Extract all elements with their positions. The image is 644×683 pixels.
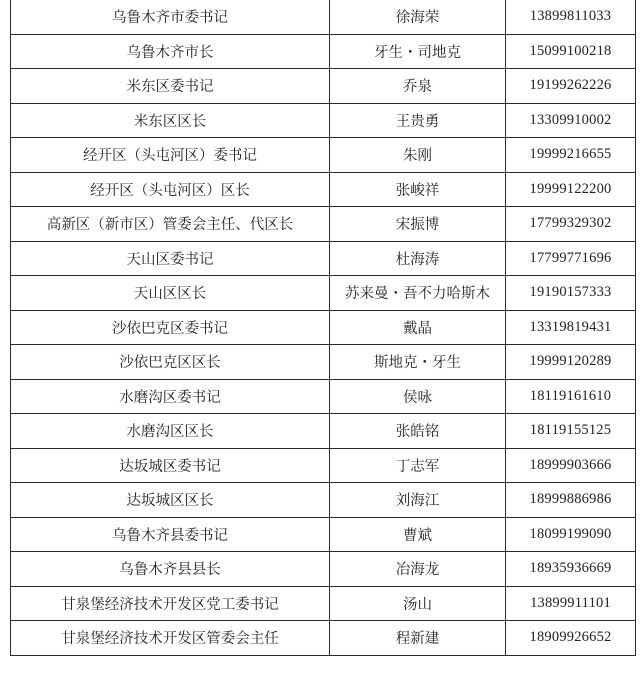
phone-cell: 18999886986 xyxy=(506,483,636,518)
phone-cell: 18119155125 xyxy=(506,414,636,449)
table-row xyxy=(11,172,636,207)
name-cell: 曹斌 xyxy=(330,517,506,552)
name-cell: 苏来曼・吾不力哈斯木 xyxy=(330,276,506,311)
position-cell: 经开区（头屯河区）区长 xyxy=(11,172,330,207)
position-cell: 经开区（头屯河区）委书记 xyxy=(11,138,330,173)
phone-cell: 18935936669 xyxy=(506,552,636,587)
name-cell: 丁志军 xyxy=(330,448,506,483)
table-row xyxy=(11,310,636,345)
phone-cell: 19199262226 xyxy=(506,69,636,104)
phone-cell: 13309910002 xyxy=(506,103,636,138)
table-row xyxy=(11,34,636,69)
name-cell: 牙生・司地克 xyxy=(330,34,506,69)
table-row xyxy=(11,483,636,518)
phone-cell: 19999122200 xyxy=(506,172,636,207)
position-cell: 天山区区长 xyxy=(11,276,330,311)
table-row xyxy=(11,207,636,242)
position-cell: 水磨沟区委书记 xyxy=(11,379,330,414)
position-cell: 沙依巴克区区长 xyxy=(11,345,330,380)
table-row xyxy=(11,448,636,483)
position-cell: 乌鲁木齐市长 xyxy=(11,34,330,69)
name-cell: 张峻祥 xyxy=(330,172,506,207)
position-cell: 达坂城区委书记 xyxy=(11,448,330,483)
name-cell: 徐海荣 xyxy=(330,0,506,34)
name-cell: 朱刚 xyxy=(330,138,506,173)
contact-table xyxy=(10,0,636,656)
position-cell: 乌鲁木齐县委书记 xyxy=(11,517,330,552)
table-row xyxy=(11,414,636,449)
position-cell: 乌鲁木齐县县长 xyxy=(11,552,330,587)
position-cell: 天山区委书记 xyxy=(11,241,330,276)
table-row xyxy=(11,517,636,552)
position-cell: 乌鲁木齐市委书记 xyxy=(11,0,330,34)
position-cell: 沙依巴克区委书记 xyxy=(11,310,330,345)
table-row xyxy=(11,586,636,621)
phone-cell: 13899811033 xyxy=(506,0,636,34)
position-cell: 甘泉堡经济技术开发区党工委书记 xyxy=(11,586,330,621)
phone-cell: 18099199090 xyxy=(506,517,636,552)
name-cell: 侯咏 xyxy=(330,379,506,414)
name-cell: 王贵勇 xyxy=(330,103,506,138)
phone-cell: 18119161610 xyxy=(506,379,636,414)
name-cell: 张皓铭 xyxy=(330,414,506,449)
phone-cell: 18999903666 xyxy=(506,448,636,483)
position-cell: 甘泉堡经济技术开发区管委会主任 xyxy=(11,621,330,656)
table-row xyxy=(11,345,636,380)
position-cell: 达坂城区区长 xyxy=(11,483,330,518)
position-cell: 水磨沟区区长 xyxy=(11,414,330,449)
table-row xyxy=(11,621,636,656)
name-cell: 冶海龙 xyxy=(330,552,506,587)
contact-table-body xyxy=(11,0,636,655)
name-cell: 汤山 xyxy=(330,586,506,621)
table-row xyxy=(11,379,636,414)
table-row xyxy=(11,103,636,138)
name-cell: 乔泉 xyxy=(330,69,506,104)
phone-cell: 19999216655 xyxy=(506,138,636,173)
phone-cell: 13899911101 xyxy=(506,586,636,621)
table-row xyxy=(11,138,636,173)
position-cell: 高新区（新市区）管委会主任、代区长 xyxy=(11,207,330,242)
phone-cell: 19190157333 xyxy=(506,276,636,311)
table-row xyxy=(11,0,636,34)
table-row xyxy=(11,69,636,104)
phone-cell: 13319819431 xyxy=(506,310,636,345)
name-cell: 宋振博 xyxy=(330,207,506,242)
phone-cell: 15099100218 xyxy=(506,34,636,69)
name-cell: 程新建 xyxy=(330,621,506,656)
phone-cell: 18909926652 xyxy=(506,621,636,656)
phone-cell: 19999120289 xyxy=(506,345,636,380)
table-row xyxy=(11,241,636,276)
name-cell: 杜海涛 xyxy=(330,241,506,276)
table-row xyxy=(11,552,636,587)
contact-table-container xyxy=(10,0,635,656)
phone-cell: 17799771696 xyxy=(506,241,636,276)
table-row xyxy=(11,276,636,311)
name-cell: 戴晶 xyxy=(330,310,506,345)
phone-cell: 17799329302 xyxy=(506,207,636,242)
position-cell: 米东区委书记 xyxy=(11,69,330,104)
name-cell: 斯地克・牙生 xyxy=(330,345,506,380)
position-cell: 米东区区长 xyxy=(11,103,330,138)
name-cell: 刘海江 xyxy=(330,483,506,518)
